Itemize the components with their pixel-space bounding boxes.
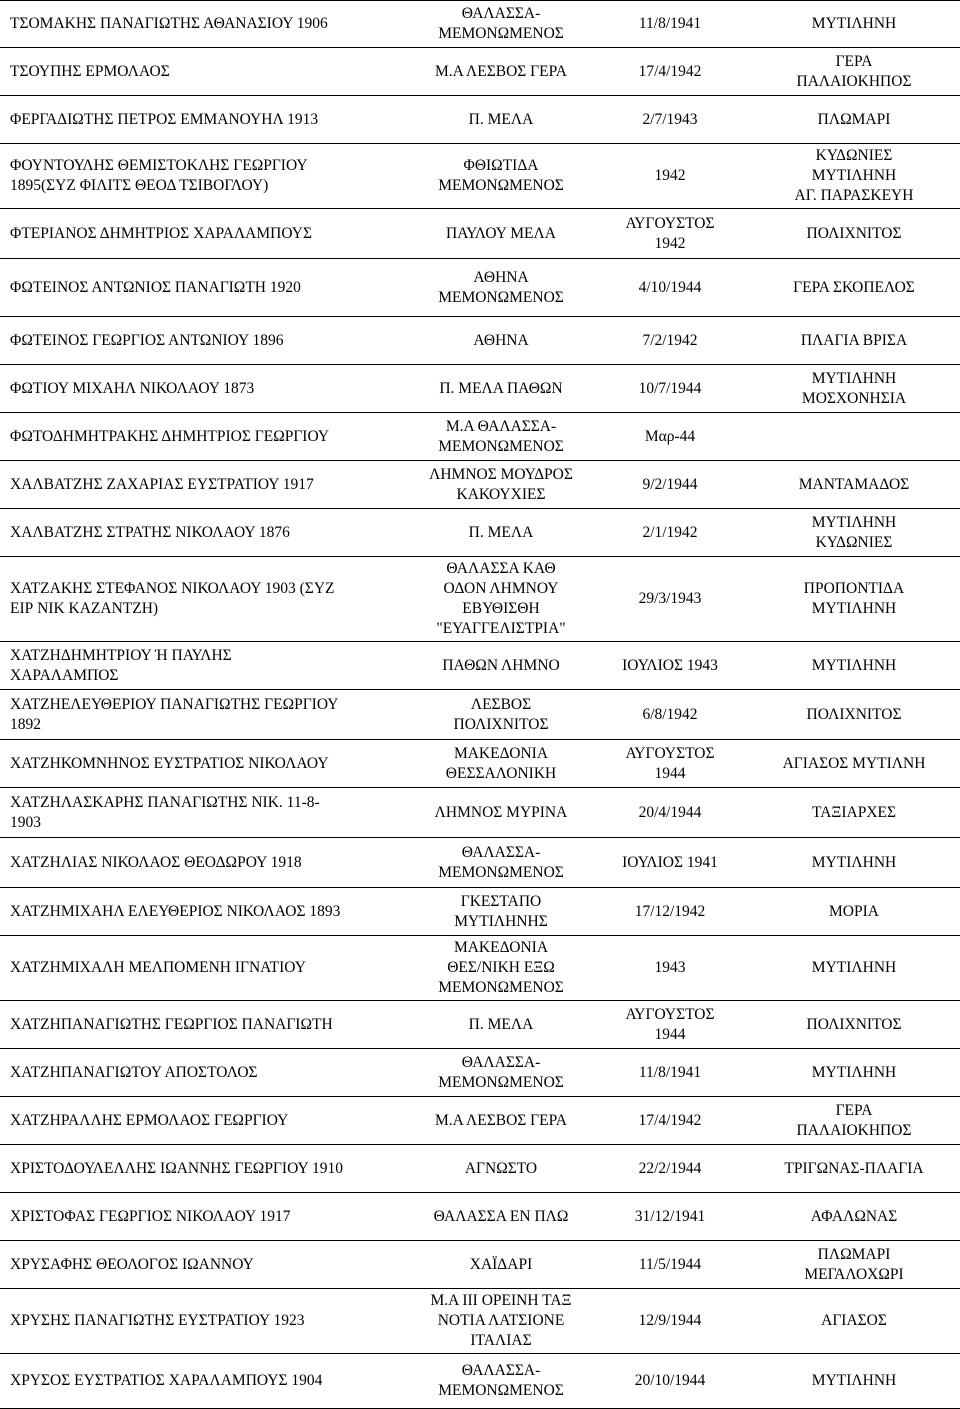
origin-location: ΤΡΙΓΩΝΑΣ-ΠΛΑΓΙΑ [748, 1145, 960, 1193]
event-date: ΑΥΓΟΥΣΤΟΣ 1944 [592, 1001, 748, 1049]
origin-location: ΜΥΤΙΛΗΝΗ [748, 1354, 960, 1409]
event-date: ΙΟΥΛΙΟΣ 1943 [592, 642, 748, 690]
table-row [0, 838, 960, 888]
origin-location: ΚΥΔΩΝΙΕΣ ΜΥΤΙΛΗΝΗ ΑΓ. ΠΑΡΑΣΚΕΥΗ [748, 144, 960, 209]
event-place: ΘΑΛΑΣΣΑ ΚΑΘ ΟΔΟΝ ΛΗΜΝΟΥ ΕΒΥΘΙΣΘΗ "ΕΥΑΓΓΕΛΙΣΤΡΙΑ" [410, 557, 592, 642]
event-place: ΜΑΚΕΔΟΝΙΑ ΘΕΣ/ΝΙΚΗ ΕΞΩ ΜΕΜΟΝΩΜΕΝΟΣ [410, 936, 592, 1001]
event-date: 1942 [592, 144, 748, 209]
origin-location: ΜΥΤΙΛΗΝΗ [748, 1049, 960, 1097]
event-place: ΠΑΥΛΟΥ ΜΕΛΑ [410, 209, 592, 259]
origin-location: ΜΥΤΙΛΗΝΗ ΚΥΔΩΝΙΕΣ [748, 509, 960, 557]
origin-location [748, 413, 960, 461]
table-row [0, 1049, 960, 1097]
person-name: ΦΤΕΡΙΑΝΟΣ ΔΗΜΗΤΡΙΟΣ ΧΑΡΑΛΑΜΠΟΥΣ [0, 209, 410, 259]
table-row [0, 365, 960, 413]
origin-location: ΓΕΡΑ ΣΚΟΠΕΛΟΣ [748, 259, 960, 317]
event-place: ΦΘΙΩΤΙΔΑ ΜΕΜΟΝΩΜΕΝΟΣ [410, 144, 592, 209]
event-date: 17/4/1942 [592, 1097, 748, 1145]
event-place: ΓΚΕΣΤΑΠΟ ΜΥΤΙΛΗΝΗΣ [410, 888, 592, 936]
table-row [0, 740, 960, 788]
event-date: 1943 [592, 936, 748, 1001]
event-place: Π. ΜΕΛΑ ΠΑΘΩΝ [410, 365, 592, 413]
origin-location: ΓΕΡΑ ΠΑΛΑΙΟΚΗΠΟΣ [748, 1097, 960, 1145]
event-place: ΘΑΛΑΣΣΑ- ΜΕΜΟΝΩΜΕΝΟΣ [410, 1049, 592, 1097]
event-date: 31/12/1941 [592, 1193, 748, 1241]
table-row [0, 1241, 960, 1289]
table-row [0, 317, 960, 365]
event-place: Μ.Α ΛΕΣΒΟΣ ΓΕΡΑ [410, 1097, 592, 1145]
person-name: ΤΣΟΥΠΗΣ ΕΡΜΟΛΑΟΣ [0, 48, 410, 96]
origin-location: ΓΕΡΑ ΠΑΛΑΙΟΚΗΠΟΣ [748, 48, 960, 96]
origin-location: ΜΥΤΙΛΗΝΗ [748, 642, 960, 690]
person-name: ΧΡΥΣΗΣ ΠΑΝΑΓΙΩΤΗΣ ΕΥΣΤΡΑΤΙΟΥ 1923 [0, 1289, 410, 1354]
event-place: ΘΑΛΑΣΣΑ ΕΝ ΠΛΩ [410, 1193, 592, 1241]
event-place: ΛΕΣΒΟΣ ΠΟΛΙΧΝΙΤΟΣ [410, 690, 592, 740]
origin-location: ΠΡΟΠΟΝΤΙΔΑ ΜΥΤΙΛΗΝΗ [748, 557, 960, 642]
origin-location: ΠΛΩΜΑΡΙ [748, 96, 960, 144]
event-date: 29/3/1943 [592, 557, 748, 642]
event-place: Π. ΜΕΛΑ [410, 1001, 592, 1049]
person-name: ΧΑΛΒΑΤΖΗΣ ΖΑΧΑΡΙΑΣ ΕΥΣΤΡΑΤΙΟΥ 1917 [0, 461, 410, 509]
event-place: ΛΗΜΝΟΣ ΜΥΡΙΝΑ [410, 788, 592, 838]
origin-location: ΜΥΤΙΛΗΝΗ [748, 1, 960, 48]
event-date: 11/5/1944 [592, 1241, 748, 1289]
person-name: ΦΟΥΝΤΟΥΛΗΣ ΘΕΜΙΣΤΟΚΛΗΣ ΓΕΩΡΓΙΟΥ 1895(ΣΥΖ ΦΙΛΙΤΣ ΘΕΟΔ ΤΣΙΒΟΓΛΟΥ) [0, 144, 410, 209]
event-place: ΠΑΘΩΝ ΛΗΜΝΟ [410, 642, 592, 690]
origin-location: ΜΟΡΙΑ [748, 888, 960, 936]
table-row [0, 1, 960, 48]
event-place: ΑΓΝΩΣΤΟ [410, 1145, 592, 1193]
person-name: ΦΩΤΕΙΝΟΣ ΓΕΩΡΓΙΟΣ ΑΝΤΩΝΙΟΥ 1896 [0, 317, 410, 365]
person-name: ΧΑΤΖΗΜΙΧΑΗΛ ΕΛΕΥΘΕΡΙΟΣ ΝΙΚΟΛΑΟΣ 1893 [0, 888, 410, 936]
table-row [0, 1145, 960, 1193]
event-place: ΧΑΪΔΑΡΙ [410, 1241, 592, 1289]
person-name: ΧΑΤΖΗΕΛΕΥΘΕΡΙΟΥ ΠΑΝΑΓΙΩΤΗΣ ΓΕΩΡΓΙΟΥ 1892 [0, 690, 410, 740]
event-date: 6/8/1942 [592, 690, 748, 740]
person-name: ΧΑΤΖΑΚΗΣ ΣΤΕΦΑΝΟΣ ΝΙΚΟΛΑΟΥ 1903 (ΣΥΖ ΕΙΡ ΝΙΚ ΚΑΖΑΝΤΖΗ) [0, 557, 410, 642]
table-row [0, 509, 960, 557]
origin-location: ΠΟΛΙΧΝΙΤΟΣ [748, 690, 960, 740]
origin-location: ΜΥΤΙΛΗΝΗ [748, 838, 960, 888]
origin-location: ΑΓΙΑΣΟΣ ΜΥΤΙΛΝΗ [748, 740, 960, 788]
origin-location: ΜΥΤΙΛΗΝΗ [748, 936, 960, 1001]
event-date: 20/10/1944 [592, 1354, 748, 1409]
person-name: ΧΡΙΣΤΟΦΑΣ ΓΕΩΡΓΙΟΣ ΝΙΚΟΛΑΟΥ 1917 [0, 1193, 410, 1241]
table-row [0, 461, 960, 509]
event-date: 11/8/1941 [592, 1049, 748, 1097]
person-name: ΧΑΤΖΗΠΑΝΑΓΙΩΤΟΥ ΑΠΟΣΤΟΛΟΣ [0, 1049, 410, 1097]
table-row [0, 48, 960, 96]
event-date: ΑΥΓΟΥΣΤΟΣ 1944 [592, 740, 748, 788]
table-row [0, 1193, 960, 1241]
person-name: ΦΩΤΟΔΗΜΗΤΡΑΚΗΣ ΔΗΜΗΤΡΙΟΣ ΓΕΩΡΓΙΟΥ [0, 413, 410, 461]
table-row [0, 1289, 960, 1354]
person-name: ΧΑΤΖΗΠΑΝΑΓΙΩΤΗΣ ΓΕΩΡΓΙΟΣ ΠΑΝΑΓΙΩΤΗ [0, 1001, 410, 1049]
event-date: 11/8/1941 [592, 1, 748, 48]
origin-location: ΠΟΛΙΧΝΙΤΟΣ [748, 1001, 960, 1049]
event-date: 7/2/1942 [592, 317, 748, 365]
table-row [0, 1097, 960, 1145]
event-date: 9/2/1944 [592, 461, 748, 509]
person-name: ΧΡΙΣΤΟΔΟΥΛΕΛΛΗΣ ΙΩΑΝΝΗΣ ΓΕΩΡΓΙΟΥ 1910 [0, 1145, 410, 1193]
event-date: 12/9/1944 [592, 1289, 748, 1354]
person-name: ΧΑΤΖΗΔΗΜΗΤΡΙΟΥ Ή ΠΑΥΛΗΣ ΧΑΡΑΛΑΜΠΟΣ [0, 642, 410, 690]
event-place: Μ.Α ΛΕΣΒΟΣ ΓΕΡΑ [410, 48, 592, 96]
table-row [0, 96, 960, 144]
table-row [0, 1001, 960, 1049]
event-date: 2/7/1943 [592, 96, 748, 144]
person-name: ΦΩΤΕΙΝΟΣ ΑΝΤΩΝΙΟΣ ΠΑΝΑΓΙΩΤΗ 1920 [0, 259, 410, 317]
event-date: ΑΥΓΟΥΣΤΟΣ 1942 [592, 209, 748, 259]
person-name: ΦΩΤΙΟΥ ΜΙΧΑΗΛ ΝΙΚΟΛΑΟΥ 1873 [0, 365, 410, 413]
event-date: Μαρ-44 [592, 413, 748, 461]
event-date: 17/12/1942 [592, 888, 748, 936]
table-row [0, 690, 960, 740]
event-date: 10/7/1944 [592, 365, 748, 413]
event-date: 2/1/1942 [592, 509, 748, 557]
table-row [0, 788, 960, 838]
table-row [0, 144, 960, 209]
origin-location: ΠΛΩΜΑΡΙ ΜΕΓΑΛΟΧΩΡΙ [748, 1241, 960, 1289]
person-name: ΧΑΤΖΗΜΙΧΑΛΗ ΜΕΛΠΟΜΕΝΗ ΙΓΝΑΤΙΟΥ [0, 936, 410, 1001]
origin-location: ΠΟΛΙΧΝΙΤΟΣ [748, 209, 960, 259]
origin-location: ΜΥΤΙΛΗΝΗ ΜΟΣΧΟΝΗΣΙΑ [748, 365, 960, 413]
person-name: ΧΡΥΣΑΦΗΣ ΘΕΟΛΟΓΟΣ ΙΩΑΝΝΟΥ [0, 1241, 410, 1289]
event-date: 17/4/1942 [592, 48, 748, 96]
table-row [0, 259, 960, 317]
origin-location: ΑΓΙΑΣΟΣ [748, 1289, 960, 1354]
person-name: ΧΑΤΖΗΛΑΣΚΑΡΗΣ ΠΑΝΑΓΙΩΤΗΣ ΝΙΚ. 11-8- 1903 [0, 788, 410, 838]
event-place: ΜΑΚΕΔΟΝΙΑ ΘΕΣΣΑΛΟΝΙΚΗ [410, 740, 592, 788]
event-place: ΘΑΛΑΣΣΑ- ΜΕΜΟΝΩΜΕΝΟΣ [410, 1, 592, 48]
origin-location: ΜΑΝΤΑΜΑΔΟΣ [748, 461, 960, 509]
origin-location: ΠΛΑΓΙΑ ΒΡΙΣΑ [748, 317, 960, 365]
event-date: 22/2/1944 [592, 1145, 748, 1193]
event-place: ΑΘΗΝΑ ΜΕΜΟΝΩΜΕΝΟΣ [410, 259, 592, 317]
person-name: ΦΕΡΓΑΔΙΩΤΗΣ ΠΕΤΡΟΣ ΕΜΜΑΝΟΥΗΛ 1913 [0, 96, 410, 144]
event-date: 20/4/1944 [592, 788, 748, 838]
table-row [0, 413, 960, 461]
person-name: ΧΑΤΖΗΡΑΛΛΗΣ ΕΡΜΟΛΑΟΣ ΓΕΩΡΓΙΟΥ [0, 1097, 410, 1145]
origin-location: ΑΦΑΛΩΝΑΣ [748, 1193, 960, 1241]
event-place: Μ.Α ΙΙΙ ΟΡΕΙΝΗ ΤΑΞ ΝΟΤΙΑ ΛΑΤΣΙΟΝΕ ΙΤΑΛΙΑΣ [410, 1289, 592, 1354]
event-place: Μ.Α ΘΑΛΑΣΣΑ- ΜΕΜΟΝΩΜΕΝΟΣ [410, 413, 592, 461]
table-row [0, 642, 960, 690]
table-row [0, 1354, 960, 1409]
event-place: ΛΗΜΝΟΣ ΜΟΥΔΡΟΣ ΚΑΚΟΥΧΙΕΣ [410, 461, 592, 509]
event-place: Π. ΜΕΛΑ [410, 509, 592, 557]
event-place: Π. ΜΕΛΑ [410, 96, 592, 144]
event-date: 4/10/1944 [592, 259, 748, 317]
event-place: ΘΑΛΑΣΣΑ- ΜΕΜΟΝΩΜΕΝΟΣ [410, 838, 592, 888]
register-table-body [0, 1, 960, 1409]
person-name: ΧΑΤΖΗΛΙΑΣ ΝΙΚΟΛΑΟΣ ΘΕΟΔΩΡΟΥ 1918 [0, 838, 410, 888]
event-place: ΑΘΗΝΑ [410, 317, 592, 365]
table-row [0, 557, 960, 642]
person-name: ΤΣΟΜΑΚΗΣ ΠΑΝΑΓΙΩΤΗΣ ΑΘΑΝΑΣΙΟΥ 1906 [0, 1, 410, 48]
event-date: ΙΟΥΛΙΟΣ 1941 [592, 838, 748, 888]
table-row [0, 936, 960, 1001]
origin-location: ΤΑΞΙΑΡΧΕΣ [748, 788, 960, 838]
table-row [0, 209, 960, 259]
person-name: ΧΑΤΖΗΚΟΜΝΗΝΟΣ ΕΥΣΤΡΑΤΙΟΣ ΝΙΚΟΛΑΟΥ [0, 740, 410, 788]
person-name: ΧΑΛΒΑΤΖΗΣ ΣΤΡΑΤΗΣ ΝΙΚΟΛΑΟΥ 1876 [0, 509, 410, 557]
event-place: ΘΑΛΑΣΣΑ- ΜΕΜΟΝΩΜΕΝΟΣ [410, 1354, 592, 1409]
table-row [0, 888, 960, 936]
person-name: ΧΡΥΣΟΣ ΕΥΣΤΡΑΤΙΟΣ ΧΑΡΑΛΑΜΠΟΥΣ 1904 [0, 1354, 410, 1409]
